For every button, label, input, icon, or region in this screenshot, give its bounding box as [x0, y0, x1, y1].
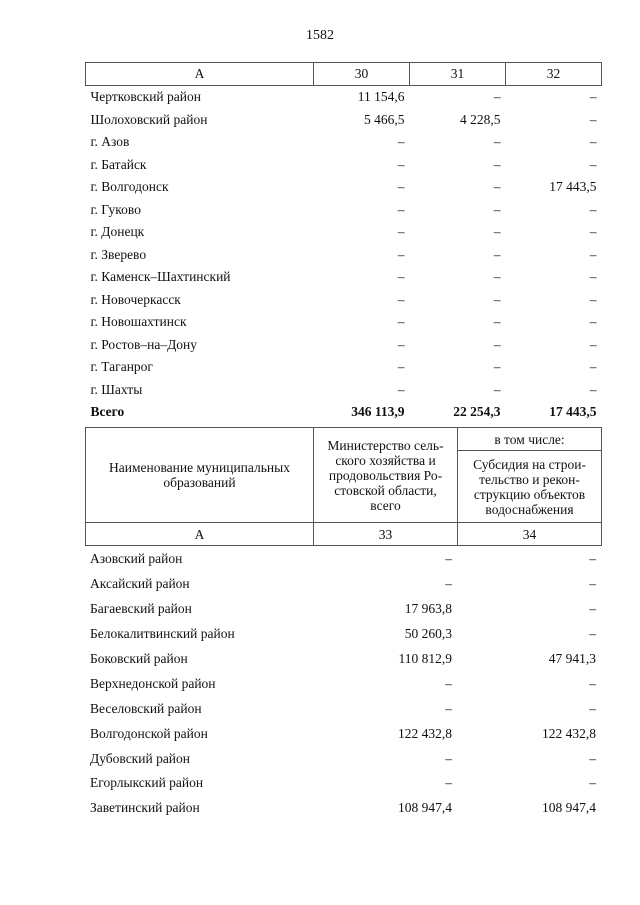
municipality-name: Боковский район — [90, 651, 188, 666]
page-number: 1582 — [306, 28, 334, 43]
table-row — [86, 311, 602, 334]
municipality-name: Волгодонской район — [90, 725, 208, 741]
value-c32: – — [589, 201, 597, 217]
municipality-name: г. Батайск — [90, 156, 147, 172]
municipality-name: г. Азов — [90, 134, 130, 150]
table2-code-row — [86, 523, 602, 546]
total-col-31: 22 254,3 — [453, 404, 501, 420]
value-c31: – — [493, 134, 501, 150]
value-c30: – — [397, 291, 405, 307]
table-row — [85, 721, 601, 746]
table2-header-row-1 — [86, 428, 602, 451]
value-c32: – — [589, 134, 597, 150]
table-row — [86, 86, 602, 109]
value-c33: 108 947,4 — [398, 800, 452, 816]
value-c33: 50 260,3 — [404, 626, 452, 642]
table-row — [86, 199, 602, 222]
value-c32: – — [589, 156, 597, 172]
code-col-34: 34 — [458, 523, 602, 546]
municipality-name: г. Зверево — [90, 246, 147, 262]
value-c32: – — [589, 336, 597, 352]
value-c32: – — [589, 224, 597, 240]
value-c31: – — [493, 201, 501, 217]
value-c32: 17 443,5 — [549, 179, 597, 195]
table1-header-row — [86, 63, 602, 86]
value-c33: – — [445, 700, 452, 716]
table-row — [86, 334, 602, 357]
municipality-name: г. Шахты — [90, 381, 143, 397]
municipality-name: Егорлыкский район — [90, 775, 204, 791]
value-c34: 108 947,4 — [542, 800, 596, 816]
value-c30: – — [397, 246, 405, 262]
value-c32: – — [589, 381, 597, 397]
municipality-name: г. Каменск–Шахтинский — [90, 269, 231, 285]
value-c33: – — [445, 551, 452, 567]
value-c34: – — [589, 551, 596, 567]
code-col-33: 33 — [314, 523, 458, 546]
value-c31: 4 228,5 — [460, 111, 501, 127]
value-c32: – — [589, 291, 597, 307]
value-c33: – — [445, 675, 452, 691]
value-c31: – — [493, 246, 501, 262]
value-c30: – — [397, 156, 405, 172]
table-row — [85, 746, 601, 771]
value-c34: 122 432,8 — [542, 725, 596, 741]
municipality-name: Заветинский район — [90, 800, 200, 816]
value-c32: – — [589, 111, 597, 127]
table-row — [85, 572, 601, 597]
value-c33: 17 963,8 — [404, 601, 452, 617]
table2-header — [85, 427, 602, 546]
table-columns-33-34 — [85, 547, 601, 821]
municipality-name: г. Ростов–на–Дону — [90, 336, 198, 352]
table-columns-30-32 — [85, 62, 602, 424]
total-col-30: 346 113,9 — [351, 404, 405, 420]
table-row — [86, 266, 602, 289]
value-c33: – — [445, 750, 452, 766]
municipality-name: г. Таганрог — [90, 359, 153, 375]
value-c31: – — [493, 89, 501, 105]
municipality-name: Шолоховский район — [90, 111, 208, 127]
header-col-32: 32 — [506, 63, 602, 86]
table-row — [85, 647, 601, 672]
value-c33: 122 432,8 — [398, 725, 452, 741]
value-c34: – — [589, 750, 596, 766]
municipality-name: г. Донецк — [90, 224, 145, 240]
value-c34: – — [589, 675, 596, 691]
value-c32: – — [589, 89, 597, 105]
value-c34: – — [589, 700, 596, 716]
value-c31: – — [493, 269, 501, 285]
table-row — [86, 176, 602, 199]
value-c30: – — [397, 381, 405, 397]
value-c30: – — [397, 314, 405, 330]
total-row — [86, 401, 602, 424]
table-row — [86, 244, 602, 267]
value-c30: – — [397, 201, 405, 217]
value-c32: – — [589, 314, 597, 330]
value-c31: – — [493, 381, 501, 397]
total-label: Всего — [90, 404, 125, 420]
header-col-30: 30 — [314, 63, 410, 86]
value-c31: – — [493, 314, 501, 330]
header-col-33-ministry: Министерство сель-ского хозяйства и продовольствия Ро-стовской области, всего — [314, 428, 458, 523]
table-row — [85, 771, 601, 796]
value-c33: – — [445, 576, 452, 592]
municipality-name: Белокалитвинский район — [90, 626, 235, 642]
municipality-name: Аксайский район — [90, 576, 190, 592]
value-c30: – — [397, 269, 405, 285]
table-row — [86, 289, 602, 312]
table-row — [86, 379, 602, 402]
value-c31: – — [493, 156, 501, 172]
municipality-name: Чертковский район — [90, 89, 201, 105]
value-c34: – — [589, 775, 596, 791]
table-row — [85, 547, 601, 572]
table-row — [86, 221, 602, 244]
header-municipality-name: Наименование муниципальных образований — [86, 428, 314, 523]
table-row — [85, 597, 601, 622]
municipality-name: г. Новошахтинск — [90, 314, 187, 330]
municipality-name: Багаевский район — [90, 601, 192, 617]
value-c34: – — [589, 576, 596, 592]
municipality-name: г. Волгодонск — [90, 179, 169, 195]
value-c31: – — [493, 224, 501, 240]
value-c33: 110 812,9 — [398, 651, 452, 666]
table-row — [86, 356, 602, 379]
table-row — [86, 154, 602, 177]
value-c34: 47 941,3 — [548, 651, 596, 666]
value-c30: – — [397, 336, 405, 352]
municipality-name: Веселовский район — [90, 700, 202, 716]
header-col-31: 31 — [410, 63, 506, 86]
value-c30: 11 154,6 — [357, 89, 405, 105]
municipality-name: Дубовский район — [90, 750, 191, 766]
table-row — [86, 109, 602, 132]
header-col-34-subsidy: Субсидия на строи-тельство и рекон-струкцию объектов водоснабжения — [458, 451, 602, 523]
table-row — [85, 796, 601, 821]
table-row — [85, 622, 601, 647]
value-c31: – — [493, 336, 501, 352]
total-col-32: 17 443,5 — [549, 404, 597, 420]
value-c34: – — [589, 601, 596, 617]
municipality-name: г. Новочеркасск — [90, 291, 181, 307]
code-col-a: А — [86, 523, 314, 546]
header-col-a: А — [86, 63, 314, 86]
value-c31: – — [493, 291, 501, 307]
value-c31: – — [493, 359, 501, 375]
value-c31: – — [493, 179, 501, 195]
value-c32: – — [589, 359, 597, 375]
value-c30: 5 466,5 — [364, 111, 405, 127]
table-row — [85, 696, 601, 721]
value-c32: – — [589, 246, 597, 262]
value-c30: – — [397, 179, 405, 195]
value-c30: – — [397, 359, 405, 375]
value-c34: – — [589, 626, 596, 642]
value-c33: – — [445, 775, 452, 791]
header-including: в том числе: — [458, 428, 602, 451]
value-c30: – — [397, 134, 405, 150]
municipality-name: Верхнедонской район — [90, 675, 216, 691]
value-c30: – — [397, 224, 405, 240]
table-row — [85, 671, 601, 696]
municipality-name: г. Гуково — [90, 201, 141, 217]
municipality-name: Азовский район — [90, 551, 183, 567]
value-c32: – — [589, 269, 597, 285]
table-row — [86, 131, 602, 154]
